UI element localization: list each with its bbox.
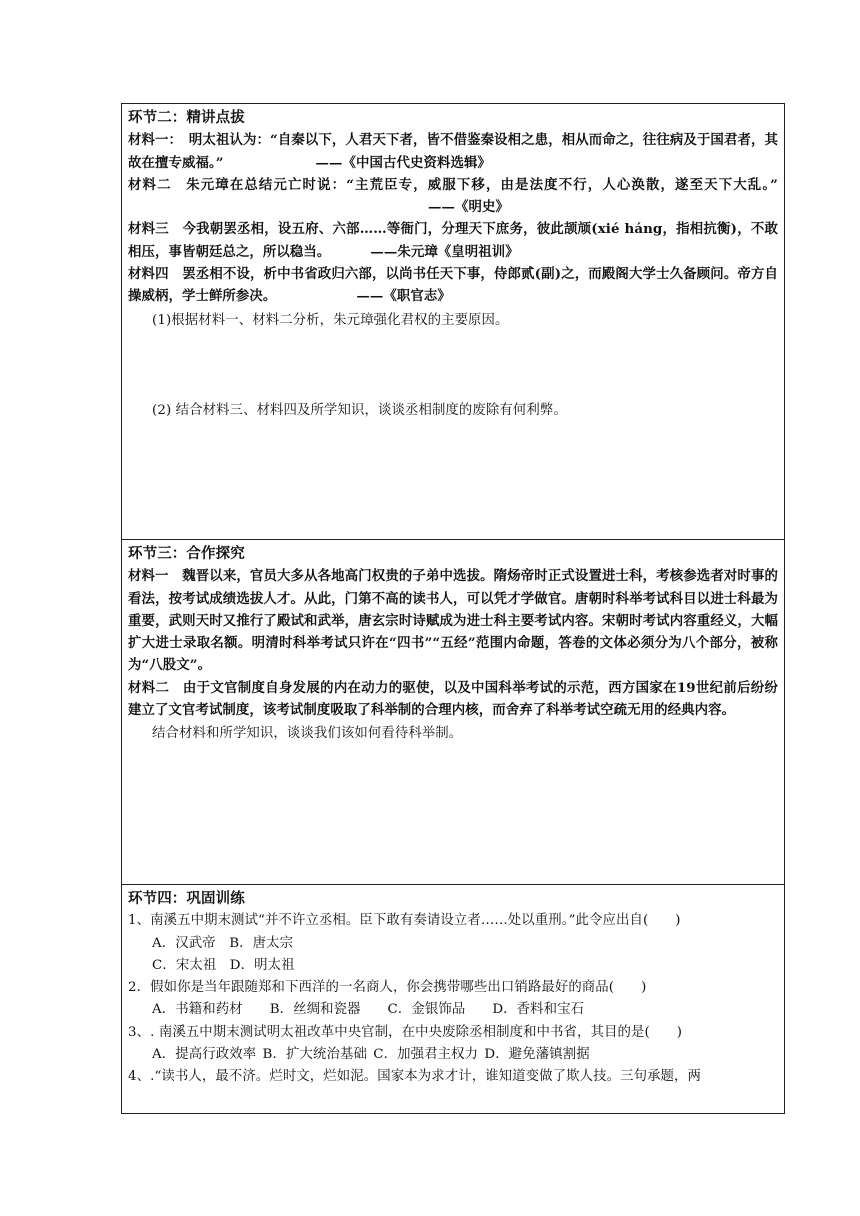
lesson-table <box>121 103 785 1114</box>
mcq-1-options-b[interactable]: C．宋太祖 D．明太祖 <box>152 957 295 973</box>
s3-material-1-label: 材料一 <box>128 568 169 585</box>
s3-material-2-label: 材料二 <box>128 679 170 696</box>
material-4-source: ——《职官志》 <box>356 288 451 305</box>
s3-material-1-text: 魏晋以来，官员大多从各地高门权贵的子弟中选拔。隋炀帝时正式设置进士科，考核参选者对时事的看法，按考试成绩选拔人才。从此，门第不高的读书人，可以凭才学做官。唐朝时科举考试科目以进士科最为重要，武则天时又推行了殿试和武举，唐玄宗时诗赋成为进士科主要考试内容。宋朝时考试内容重经义，大幅扩大进士录取名额。明清时科举考试只许在“四书”“五经”范围内命题，答卷的文体必须分为八个部分，被称为“八股文”。 <box>128 568 778 674</box>
material-4-text: 罢丞相不设，析中书省政归六部，以尚书任天下事，侍郎贰(副)之，而殿阁大学士久备顾问。帝方自操威柄，学士鲜所参决。 <box>128 266 778 305</box>
material-3-label: 材料三 <box>128 221 169 238</box>
section-3-cell <box>122 540 785 885</box>
s3-material-1 <box>128 565 778 676</box>
material-3-text: 今我朝罢丞相，设五府、六部……等衙门，分理天下庶务，彼此颉颃(xié háng，指相抗衡)，不敢相压，事皆朝廷总之，所以稳当。 <box>128 221 778 260</box>
material-3-source: ——朱元璋《皇明祖训》 <box>370 243 519 260</box>
mcq-4-stem: 4、.“读书人，最不济。烂时文，烂如泥。国家本为求才计，谁知道变做了欺人技。三句承题，两 <box>128 1069 702 1085</box>
answer-space-3[interactable] <box>128 746 778 844</box>
section-2-cell <box>122 104 785 540</box>
section-2-heading: 环节二：精讲点拔 <box>128 109 245 126</box>
s3-material-2-text: 由于文官制度自身发展的内在动力的驱使，以及中国科举考试的示范，西方国家在19世纪前后纷纷建立了文官考试制度，该考试制度吸取了科举制的合理内核，而舍弃了科举考试空疏无用的经典内容。 <box>128 679 779 719</box>
material-1-text: 明太祖认为：“自秦以下，人君天下者，皆不借鉴秦设相之患，相从而命之，往往病及于国君者，其故在擅专威福。” <box>128 132 778 171</box>
material-2-source: ——《明史》 <box>428 199 509 216</box>
mcq-1-options-a[interactable]: A．汉武帝 B．唐太宗 <box>152 935 294 951</box>
material-4-label: 材料四 <box>128 266 169 283</box>
mcq-3-stem: 3、. 南溪五中期末测试明太祖改革中央官制，在中央废除丞相制度和中书省，其目的是( ) <box>128 1024 683 1040</box>
material-1 <box>128 129 778 174</box>
question-2: (2) 结合材料三、材料四及所学知识，谈谈丞相制度的废除有何利弊。 <box>152 402 567 418</box>
answer-space-1[interactable] <box>128 332 778 398</box>
material-1-label: 材料一： <box>128 132 176 149</box>
material-3 <box>128 218 778 263</box>
material-2-text: 朱元璋在总结元亡时说：“主荒臣专，威服下移，由是法度不行，人心涣散，遂至天下大乱。” <box>186 176 778 193</box>
material-1-source: ——《中国古代史资料选辑》 <box>315 154 491 171</box>
section-3-heading: 环节三：合作探究 <box>128 545 245 562</box>
s3-material-2 <box>128 677 778 722</box>
material-2-label: 材料二 <box>128 176 172 193</box>
material-4 <box>128 263 778 308</box>
mcq-3-options[interactable]: A．提高行政效率 B．扩大统治基础 C．加强君主权力 D．避免藩镇割据 <box>152 1047 590 1063</box>
section-4-heading: 环节四：巩固训练 <box>128 890 245 907</box>
mcq-2-options[interactable]: A．书籍和药材 B．丝绸和瓷器 C．金银饰品 D．香料和宝石 <box>152 1002 585 1018</box>
mcq-2-stem: 2．假如你是当年跟随郑和下西洋的一名商人，你会携带哪些出口销路最好的商品( ) <box>128 980 647 996</box>
section-4-cell <box>122 885 785 1114</box>
material-2 <box>128 174 778 219</box>
mcq-1-stem: 1、南溪五中期末测试“并不许立丞相。臣下敢有奏请设立者……处以重刑。”此令应出自( ) <box>128 913 681 929</box>
s3-question: 结合材料和所学知识，谈谈我们该如何看待科举制。 <box>152 726 463 742</box>
question-1: (1)根据材料一、材料二分析，朱元璋强化君权的主要原因。 <box>152 312 509 328</box>
